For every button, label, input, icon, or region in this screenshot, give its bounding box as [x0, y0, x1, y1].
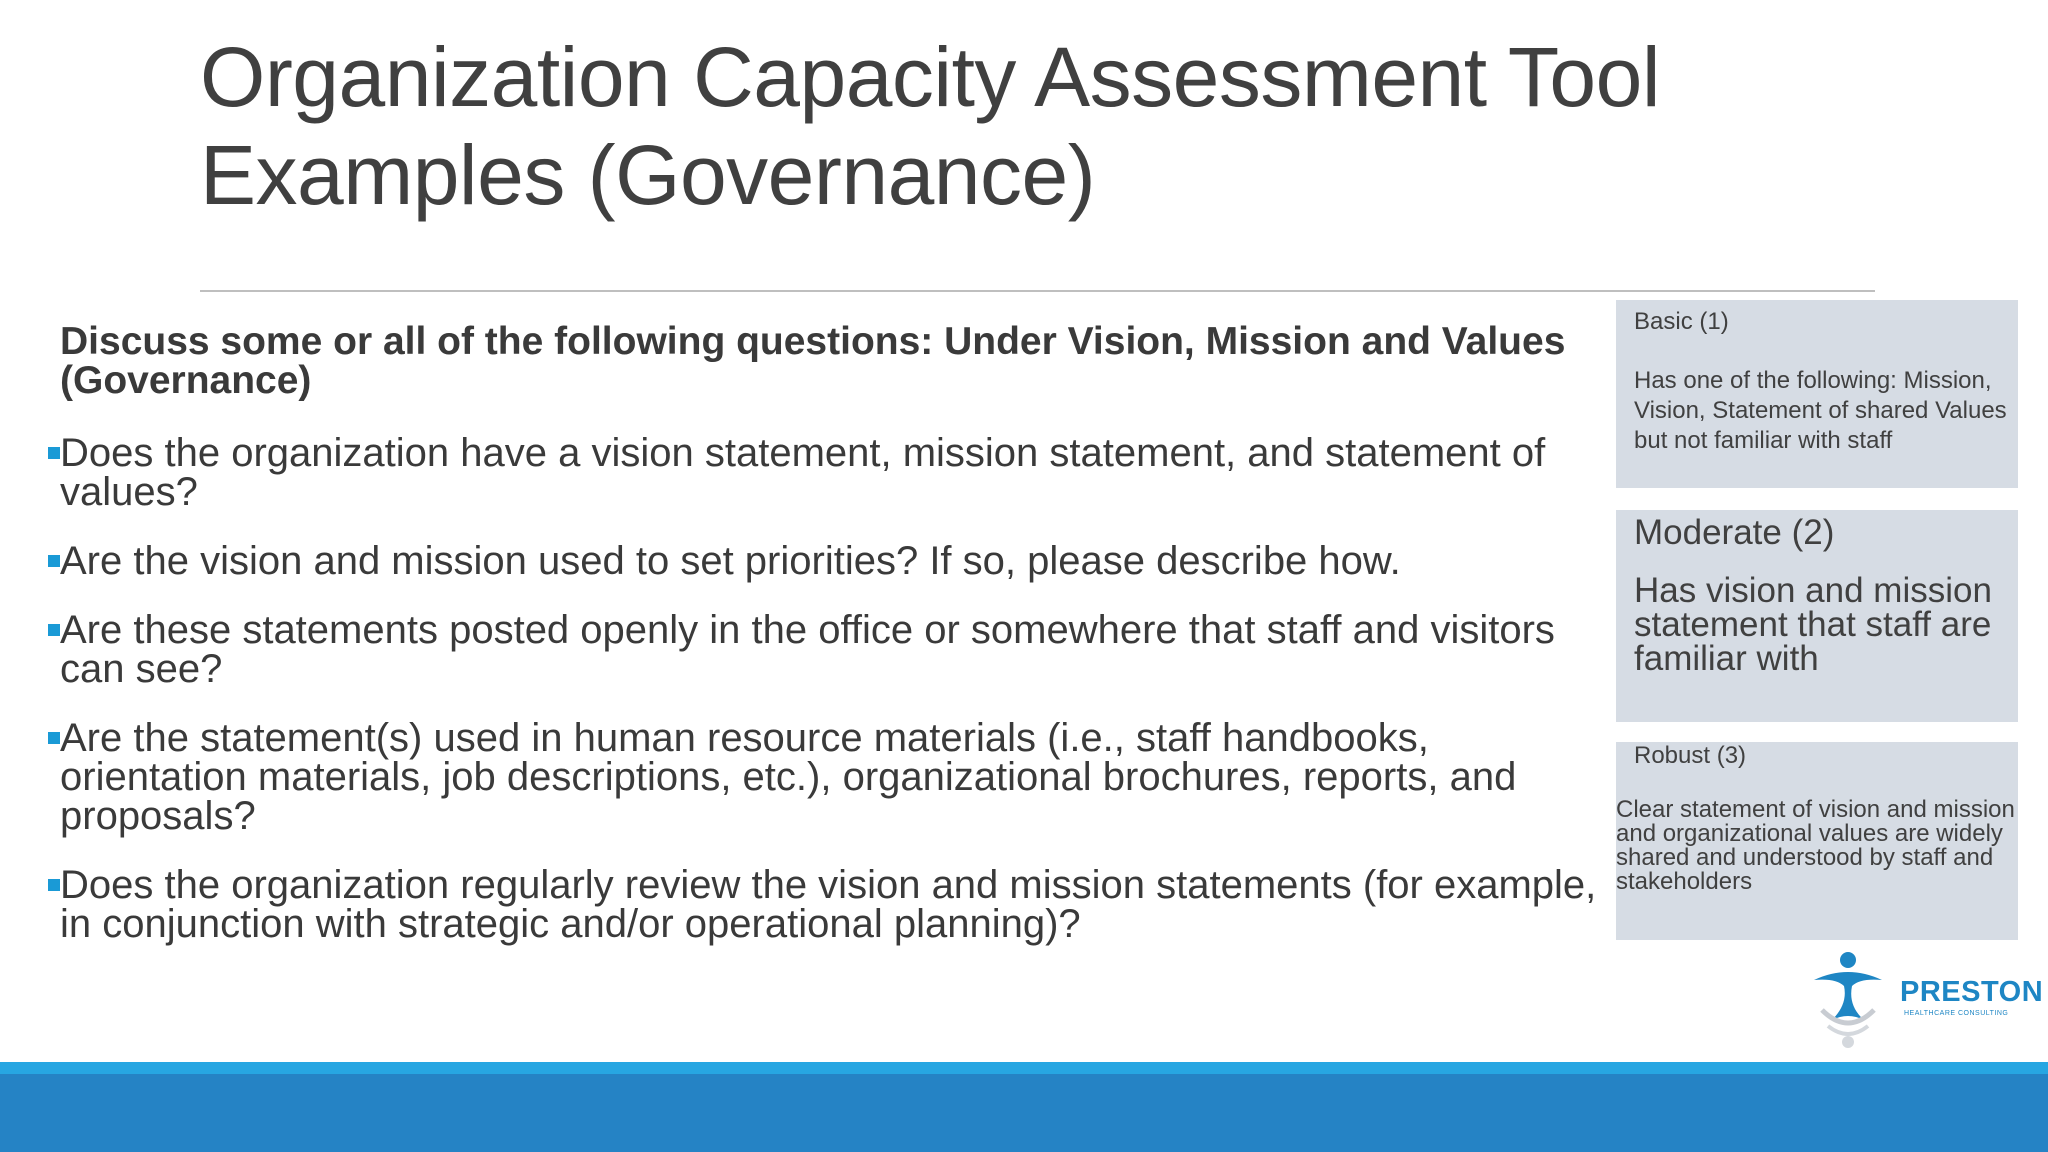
title-divider [200, 290, 1875, 292]
level-box-robust [1616, 742, 2018, 940]
question-text: Are the vision and mission used to set priorities? If so, please describe how. [60, 539, 1401, 583]
intro-text: Discuss some or all of the following questions: Under Vision, Mission and Values (Governance) [60, 320, 1566, 402]
level-title: Robust (3) [1634, 742, 1747, 769]
level-box-moderate [1616, 510, 2018, 722]
square-bullet-icon [48, 732, 60, 744]
slide-title-line-1: Organization Capacity Assessment Tool [200, 30, 1661, 124]
footer-stripe [0, 1062, 2048, 1074]
level-description: Clear statement of vision and mission and organizational values are widely shared and understood by staff and stakeholders [1616, 796, 2015, 895]
question-item [48, 539, 1608, 583]
level-box-basic [1616, 300, 2018, 488]
question-text: Are these statements posted openly in the office or somewhere that staff and visitors can see? [60, 608, 1555, 691]
level-title: Basic (1) [1634, 308, 1729, 335]
level-description: Has one of the following: Mission, Vision, Statement of shared Values but not familiar with staff [1634, 367, 2007, 454]
question-item [48, 716, 1608, 838]
question-item [48, 608, 1608, 691]
level-description: Has vision and mission statement that staff are familiar with [1634, 571, 1992, 678]
question-text: Are the statement(s) used in human resource materials (i.e., staff handbooks, orientation materials, job descriptions, etc.), organizational brochures, reports, and proposals? [60, 716, 1517, 838]
footer-band [0, 1074, 2048, 1152]
square-bullet-icon [48, 555, 60, 567]
question-list [48, 431, 1608, 946]
question-item [48, 863, 1608, 946]
square-bullet-icon [48, 624, 60, 636]
question-item [48, 431, 1608, 514]
level-title: Moderate (2) [1634, 513, 1835, 552]
questions-panel [48, 322, 1608, 944]
slide-title-line-2: Examples (Governance) [200, 128, 1096, 222]
square-bullet-icon [48, 879, 60, 891]
logo-wordmark: PRESTON [1900, 976, 2044, 1008]
question-text: Does the organization regularly review the vision and mission statements (for example, in conjunction with strategic and/or operational planning)? [60, 863, 1597, 946]
square-bullet-icon [48, 447, 60, 459]
preston-logo [1808, 946, 2044, 1050]
question-text: Does the organization have a vision statement, mission statement, and statement of values? [60, 431, 1546, 514]
logo-tagline: HEALTHCARE CONSULTING [1904, 1010, 2009, 1017]
person-figure-icon [1808, 946, 1888, 1050]
slide-title [200, 28, 1900, 224]
